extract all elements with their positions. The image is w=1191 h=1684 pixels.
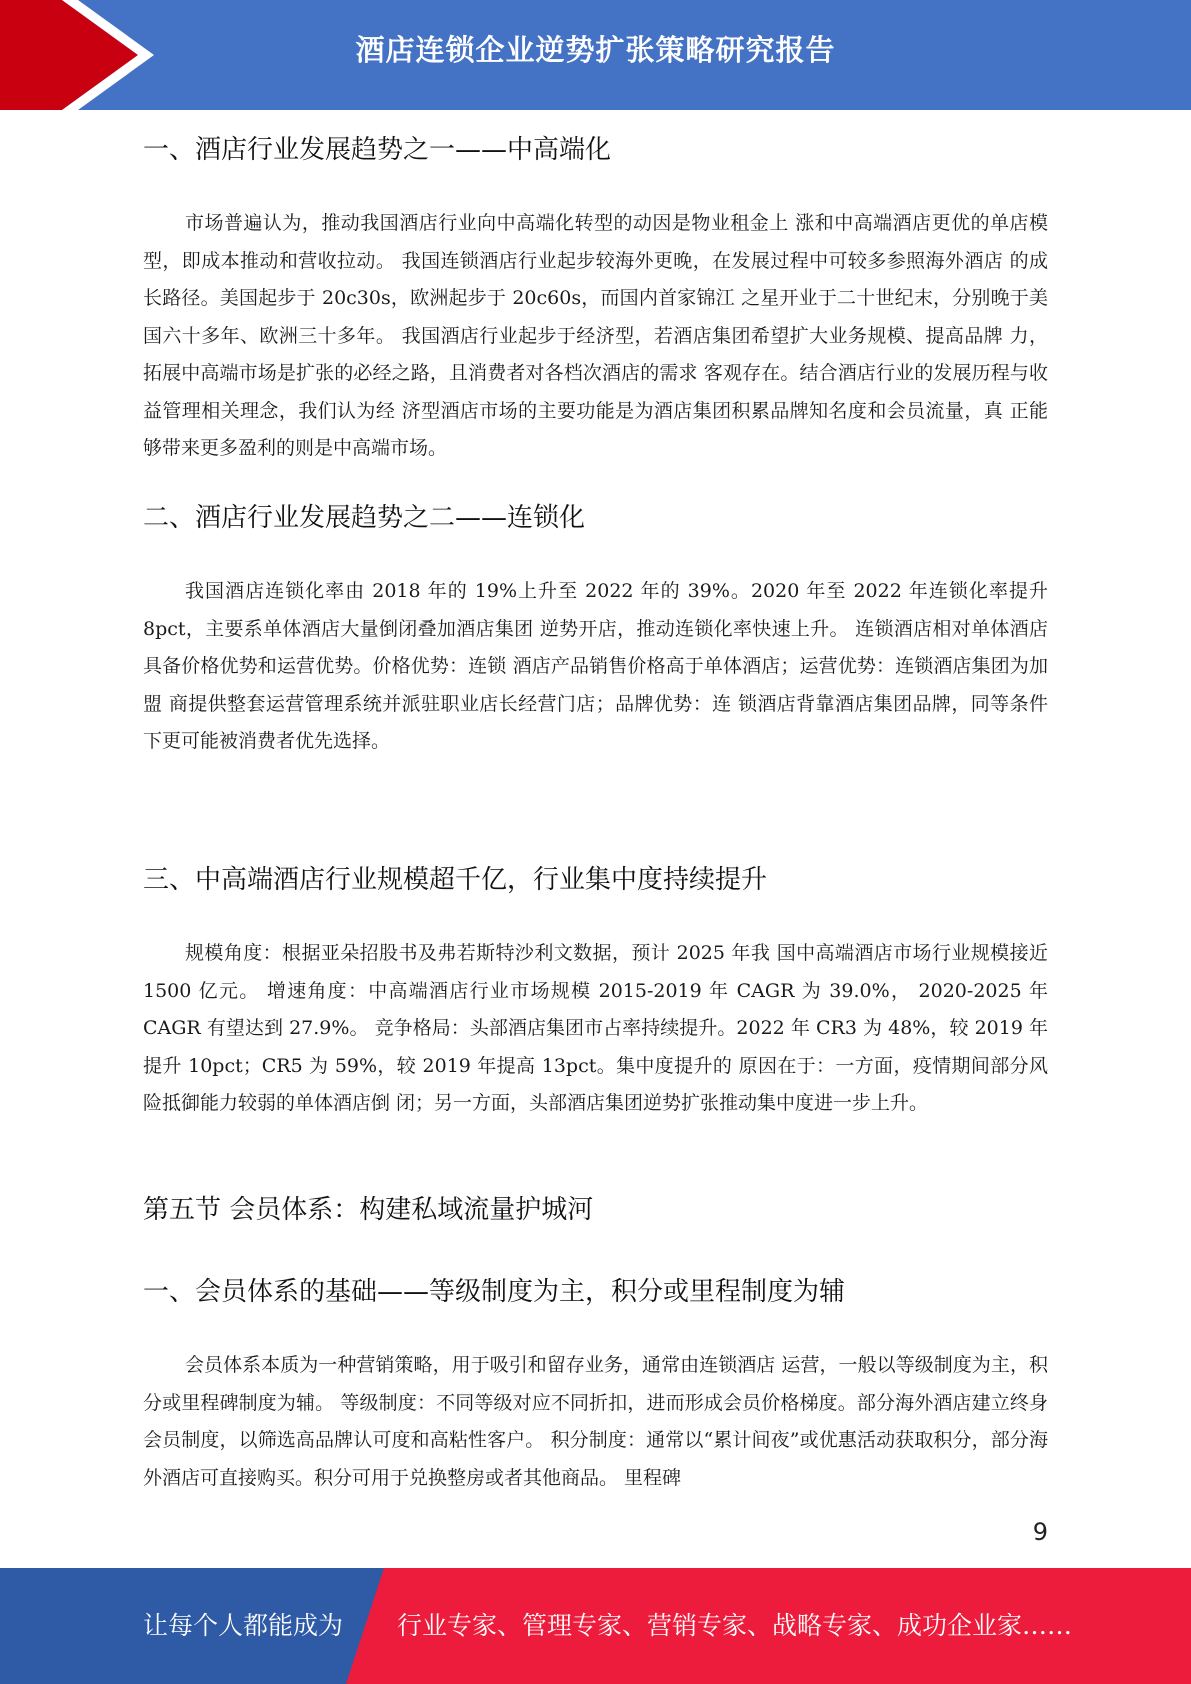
- footer-slogan-right: 行业专家、管理专家、营销专家、战略专家、成功企业家……: [397, 1611, 1073, 1640]
- footer-banner: [0, 1568, 1191, 1684]
- chapter-heading: 第五节 会员体系：构建私域流量护城河: [143, 1195, 594, 1225]
- section-heading-1: 一、酒店行业发展趋势之一——中高端化: [143, 135, 612, 165]
- section-paragraph-3: 规模角度：根据亚朵招股书及弗若斯特沙利文数据，预计 2025 年我 国中高端酒店市场行业规模接近 1500 亿元。 增速角度：中高端酒店行业市场规模 2015-2019 年 CAGR 为 39.0%， 2020-2025 年 CAGR 有望达到 27.9%。 竞争格局：头部酒店集团市占率持续提升。2022 年 CR3 为 48%，较 2019 年提升 10pct；CR5 为 59%，较 2019 年提高 13pct。集中度提升的 原因在于：一方面，疫情期间部分风险抵御能力较弱的单体酒店倒 闭；另一方面，头部酒店集团逆势扩张推动集中度进一步上升。: [143, 942, 1048, 1114]
- page-number: 9: [1032, 1518, 1048, 1546]
- document-title: 酒店连锁企业逆势扩张策略研究报告: [355, 33, 836, 67]
- header-bar: [0, 0, 1191, 110]
- footer-slogan-left: 让每个人都能成为: [143, 1611, 344, 1640]
- section-paragraph-1: 市场普遍认为，推动我国酒店行业向中高端化转型的动因是物业租金上 涨和中高端酒店更优的单店模型，即成本推动和营收拉动。 我国连锁酒店行业起步较海外更晚，在发展过程中可较多参照海外酒店 的成长路径。美国起步于 20c30s，欧洲起步于 20c60s，而国内首家锦江 之星开业于二十世纪末，分别晚于美国六十多年、欧洲三十多年。 我国酒店行业起步于经济型，若酒店集团希望扩大业务规模、提高品牌 力，拓展中高端市场是扩张的必经之路，且消费者对各档次酒店的需求 客观存在。结合酒店行业的发展历程与收益管理相关理念，我们认为经 济型酒店市场的主要功能是为酒店集团积累品牌知名度和会员流量，真 正能够带来更多盈利的则是中高端市场。: [143, 212, 1048, 459]
- section-heading-2: 二、酒店行业发展趋势之二——连锁化: [143, 503, 586, 533]
- section-heading-3: 三、中高端酒店行业规模超千亿，行业集中度持续提升: [143, 865, 768, 895]
- section-paragraph-4: 会员体系本质为一种营销策略，用于吸引和留存业务，通常由连锁酒店 运营，一般以等级制度为主，积分或里程碑制度为辅。 等级制度：不同等级对应不同折扣，进而形成会员价格梯度。部分海外酒店建立终身会员制度，以筛选高品牌认可度和高粘性客户。 积分制度：通常以“累计间夜”或优惠活动获取积分，部分海外酒店可直接购买。积分可用于兑换整房或者其他商品。 里程碑: [143, 1354, 1048, 1489]
- section-paragraph-2: 我国酒店连锁化率由 2018 年的 19%上升至 2022 年的 39%。2020 年至 2022 年连锁化率提升 8pct，主要系单体酒店大量倒闭叠加酒店集团 逆势开店，推动连锁化率快速上升。 连锁酒店相对单体酒店具备价格优势和运营优势。价格优势：连锁 酒店产品销售价格高于单体酒店；运营优势：连锁酒店集团为加盟 商提供整套运营管理系统并派驻职业店长经营门店；品牌优势：连 锁酒店背靠酒店集团品牌，同等条件下更可能被消费者优先选择。: [143, 580, 1048, 752]
- section-heading-4: 一、会员体系的基础——等级制度为主，积分或里程制度为辅: [143, 1277, 846, 1307]
